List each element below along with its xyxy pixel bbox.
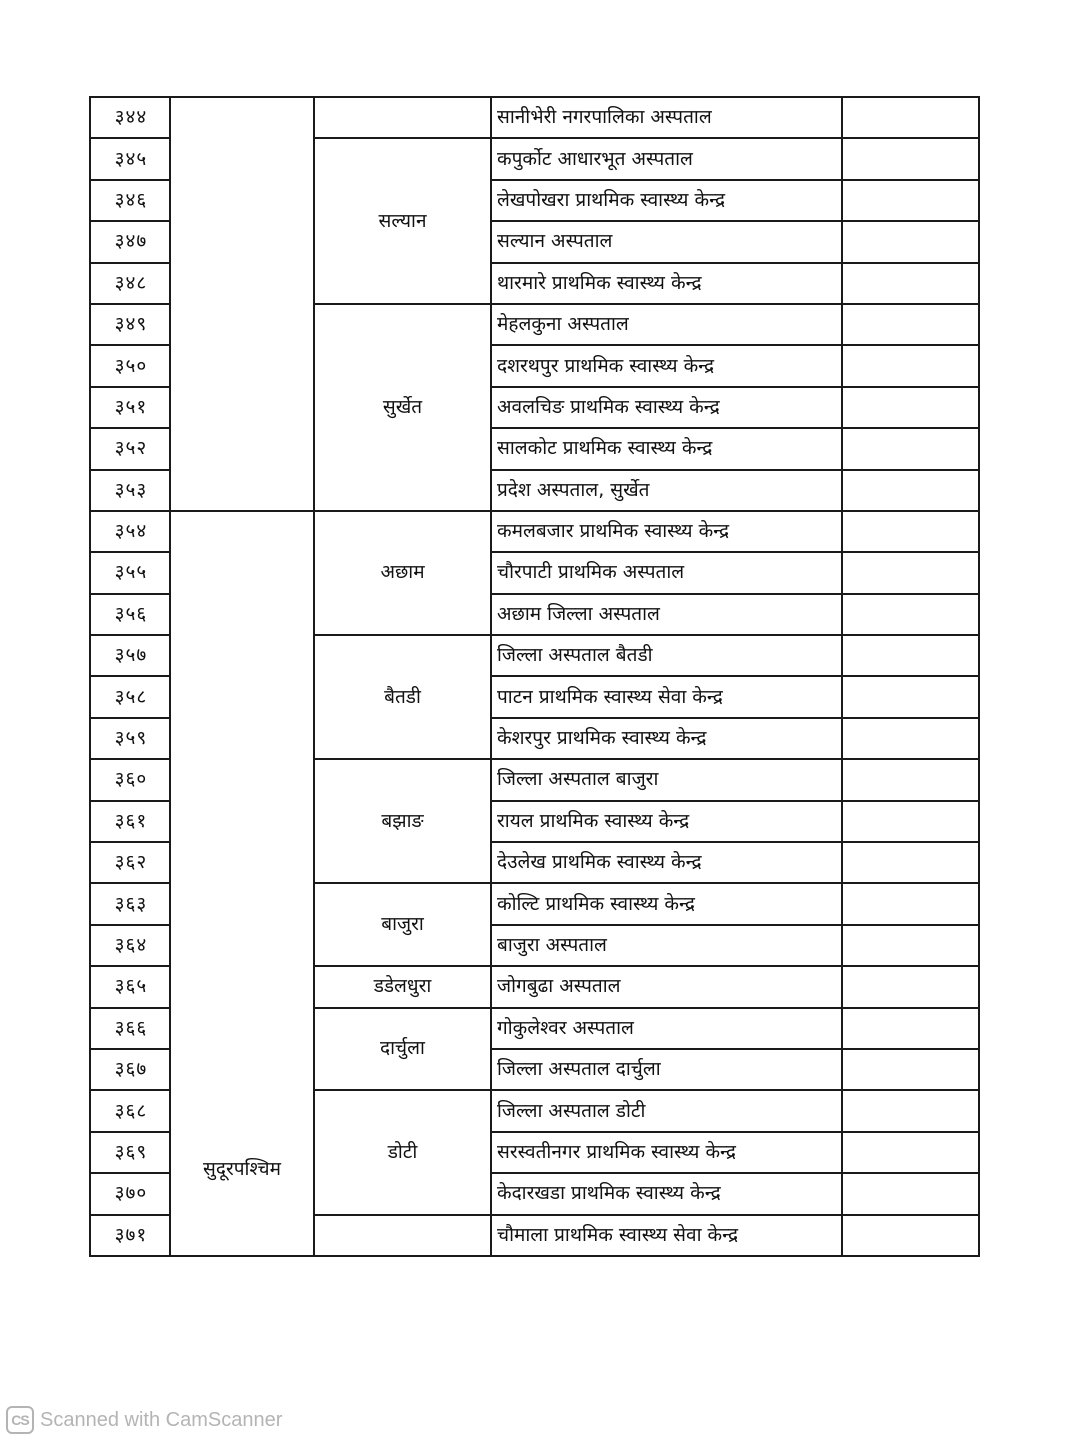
remarks-cell	[842, 138, 979, 179]
remarks-cell	[842, 594, 979, 635]
serial-number: ३५३	[90, 470, 170, 511]
remarks-cell	[842, 1090, 979, 1131]
remarks-cell	[842, 428, 979, 469]
hospital-name: सानीभेरी नगरपालिका अस्पताल	[491, 97, 842, 138]
hospital-name: सरस्वतीनगर प्राथमिक स्वास्थ्य केन्द्र	[491, 1132, 842, 1173]
serial-number: ३४९	[90, 304, 170, 345]
hospital-name: सल्यान अस्पताल	[491, 221, 842, 262]
district-cell-empty	[314, 1215, 491, 1256]
remarks-cell	[842, 470, 979, 511]
remarks-cell	[842, 635, 979, 676]
remarks-cell	[842, 180, 979, 221]
serial-number: ३४५	[90, 138, 170, 179]
hospital-name: अछाम जिल्ला अस्पताल	[491, 594, 842, 635]
remarks-cell	[842, 966, 979, 1007]
table-row	[90, 511, 979, 552]
serial-number: ३७१	[90, 1215, 170, 1256]
hospital-name: पाटन प्राथमिक स्वास्थ्य सेवा केन्द्र	[491, 676, 842, 717]
serial-number: ३६९	[90, 1132, 170, 1173]
serial-number: ३६३	[90, 883, 170, 924]
serial-number: ३५१	[90, 387, 170, 428]
serial-number: ३६१	[90, 801, 170, 842]
hospital-name: केशरपुर प्राथमिक स्वास्थ्य केन्द्र	[491, 718, 842, 759]
province-name: सुदूरपश्चिम	[170, 511, 314, 1256]
remarks-cell	[842, 801, 979, 842]
table-row	[90, 97, 979, 138]
serial-number: ३४८	[90, 263, 170, 304]
remarks-cell	[842, 1173, 979, 1214]
district-name: बझाङ	[314, 759, 491, 883]
remarks-cell	[842, 925, 979, 966]
hospital-name: चौमाला प्राथमिक स्वास्थ्य सेवा केन्द्र	[491, 1215, 842, 1256]
hospital-name: चौरपाटी प्राथमिक अस्पताल	[491, 552, 842, 593]
hospital-name: कमलबजार प्राथमिक स्वास्थ्य केन्द्र	[491, 511, 842, 552]
hospital-name: कोल्टि प्राथमिक स्वास्थ्य केन्द्र	[491, 883, 842, 924]
remarks-cell	[842, 718, 979, 759]
serial-number: ३४७	[90, 221, 170, 262]
remarks-cell	[842, 1008, 979, 1049]
district-name: अछाम	[314, 511, 491, 635]
remarks-cell	[842, 552, 979, 593]
serial-number: ३५२	[90, 428, 170, 469]
hospital-name: देउलेख प्राथमिक स्वास्थ्य केन्द्र	[491, 842, 842, 883]
hospital-name: थारमारे प्राथमिक स्वास्थ्य केन्द्र	[491, 263, 842, 304]
remarks-cell	[842, 387, 979, 428]
remarks-cell	[842, 263, 979, 304]
hospital-name: लेखपोखरा प्राथमिक स्वास्थ्य केन्द्र	[491, 180, 842, 221]
district-cell-empty	[314, 97, 491, 138]
hospital-name: गोकुलेश्वर अस्पताल	[491, 1008, 842, 1049]
remarks-cell	[842, 1049, 979, 1090]
serial-number: ३५५	[90, 552, 170, 593]
serial-number: ३५४	[90, 511, 170, 552]
hospital-name: जोगबुढा अस्पताल	[491, 966, 842, 1007]
district-name: डडेलधुरा	[314, 966, 491, 1007]
remarks-cell	[842, 1215, 979, 1256]
serial-number: ३५७	[90, 635, 170, 676]
serial-number: ३६७	[90, 1049, 170, 1090]
hospital-name: अवलचिङ प्राथमिक स्वास्थ्य केन्द्र	[491, 387, 842, 428]
hospital-name: दशरथपुर प्राथमिक स्वास्थ्य केन्द्र	[491, 345, 842, 386]
serial-number: ३४४	[90, 97, 170, 138]
remarks-cell	[842, 97, 979, 138]
camscanner-logo-icon: CS	[6, 1406, 34, 1434]
hospital-name: मेहलकुना अस्पताल	[491, 304, 842, 345]
district-name: सुर्खेत	[314, 304, 491, 511]
hospital-name: जिल्ला अस्पताल डोटी	[491, 1090, 842, 1131]
serial-number: ३५०	[90, 345, 170, 386]
hospital-name: प्रदेश अस्पताल, सुर्खेत	[491, 470, 842, 511]
district-name: दार्चुला	[314, 1008, 491, 1091]
serial-number: ३६४	[90, 925, 170, 966]
serial-number: ३६६	[90, 1008, 170, 1049]
district-name: बाजुरा	[314, 883, 491, 966]
province-cell-empty	[170, 97, 314, 511]
remarks-cell	[842, 511, 979, 552]
watermark-text: Scanned with CamScanner	[40, 1408, 283, 1431]
hospital-name: सालकोट प्राथमिक स्वास्थ्य केन्द्र	[491, 428, 842, 469]
hospital-name: जिल्ला अस्पताल दार्चुला	[491, 1049, 842, 1090]
serial-number: ३६२	[90, 842, 170, 883]
serial-number: ३६८	[90, 1090, 170, 1131]
district-name: सल्यान	[314, 138, 491, 304]
remarks-cell	[842, 304, 979, 345]
hospital-name: रायल प्राथमिक स्वास्थ्य केन्द्र	[491, 801, 842, 842]
hospital-list-table	[89, 96, 980, 1257]
remarks-cell	[842, 842, 979, 883]
remarks-cell	[842, 1132, 979, 1173]
hospital-name: जिल्ला अस्पताल बैतडी	[491, 635, 842, 676]
remarks-cell	[842, 883, 979, 924]
remarks-cell	[842, 345, 979, 386]
remarks-cell	[842, 676, 979, 717]
serial-number: ३६५	[90, 966, 170, 1007]
hospital-name: जिल्ला अस्पताल बाजुरा	[491, 759, 842, 800]
hospital-name: कपुर्कोट आधारभूत अस्पताल	[491, 138, 842, 179]
serial-number: ३५६	[90, 594, 170, 635]
remarks-cell	[842, 221, 979, 262]
hospital-name: बाजुरा अस्पताल	[491, 925, 842, 966]
camscanner-watermark	[6, 1405, 282, 1435]
serial-number: ३५९	[90, 718, 170, 759]
serial-number: ३५८	[90, 676, 170, 717]
district-name: बैतडी	[314, 635, 491, 759]
serial-number: ३७०	[90, 1173, 170, 1214]
serial-number: ३४६	[90, 180, 170, 221]
district-name: डोटी	[314, 1090, 491, 1214]
serial-number: ३६०	[90, 759, 170, 800]
remarks-cell	[842, 759, 979, 800]
hospital-name: केदारखडा प्राथमिक स्वास्थ्य केन्द्र	[491, 1173, 842, 1214]
